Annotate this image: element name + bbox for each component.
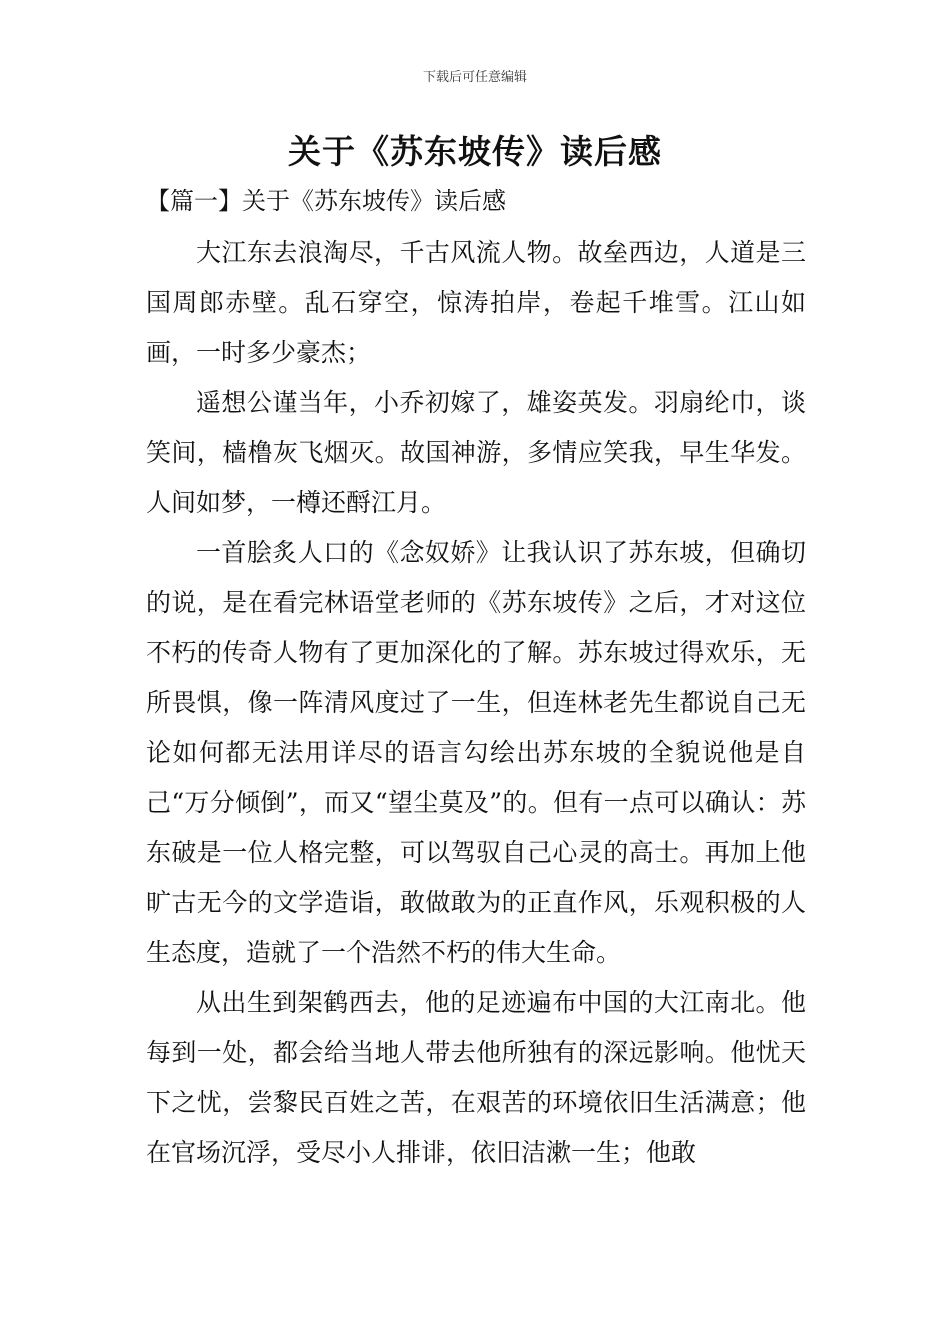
section-heading: 【篇一】关于《苏东坡传》读后感 (146, 187, 506, 215)
body-text (146, 228, 806, 1178)
paragraph: 遥想公谨当年，小乔初嫁了，雄姿英发。羽扇纶巾，谈笑间，樯橹灰飞烟灭。故国神游，多情应笑我，早生华发。人间如梦，一樽还酹江月。 (146, 388, 806, 517)
header-note: 下载后可任意编辑 (422, 70, 527, 85)
page-title: 关于《苏东坡传》读后感 (288, 132, 662, 171)
paragraph: 从出生到架鹤西去，他的足迹遍布中国的大江南北。他每到一处，都会给当地人带去他所独有的深远影响。他忧天下之忧，尝黎民百姓之苦，在艰苦的环境依旧生活满意；他在官场沉浮，受尽小人排诽，依旧洁漱一生；他敢 (146, 988, 806, 1167)
paragraph: 大江东去浪淘尽，千古风流人物。故垒西边，人道是三国周郎赤壁。乱石穿空，惊涛拍岸，卷起千堆雪。江山如画，一时多少豪杰； (146, 238, 806, 367)
paragraph: 一首脍炙人口的《念奴娇》让我认识了苏东坡，但确切的说，是在看完林语堂老师的《苏东坡传》之后，才对这位不朽的传奇人物有了更加深化的了解。苏东坡过得欢乐，无所畏惧，像一阵清风度过了一生，但连林老先生都说自己无论如何都无法用详尽的语言勾绘出苏东坡的全貌说他是自己“万分倾倒”，而又“望尘莫及”的。但有一点可以确认：苏东破是一位人格完整，可以驾驭自己心灵的高士。再加上他旷古无今的文学造诣，敢做敢为的正直作风，乐观积极的人生态度，造就了一个浩然不朽的伟大生命。 (146, 538, 806, 967)
